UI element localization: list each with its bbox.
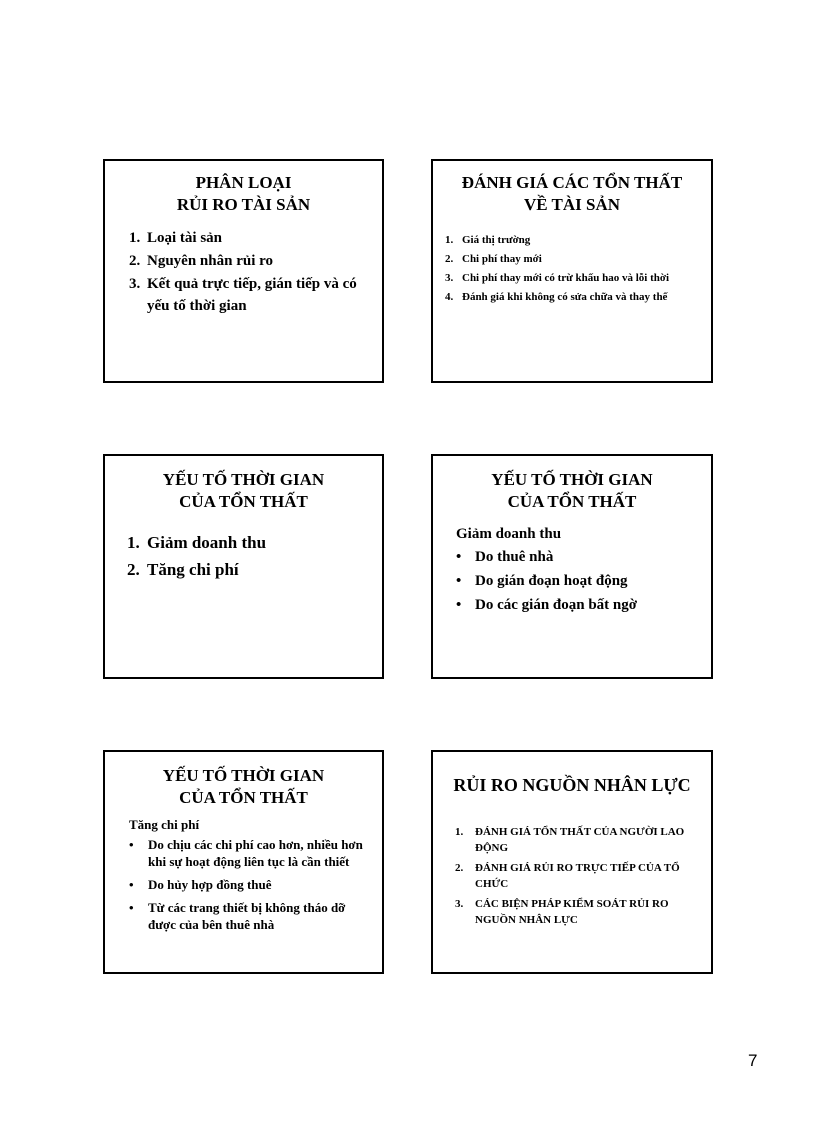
slide-title: [433, 774, 711, 796]
slide-4: [431, 454, 713, 679]
item-text: Nguyên nhân rủi ro: [147, 253, 274, 269]
bullet-icon: •: [129, 900, 134, 915]
item-number: 2.: [127, 560, 140, 579]
bullet-list: [105, 836, 382, 933]
list-item: [127, 556, 382, 583]
bullet-icon: •: [456, 573, 462, 589]
list-item: [445, 250, 711, 269]
list-item: [455, 824, 701, 856]
list-item: [129, 836, 374, 870]
numbered-list: [433, 231, 711, 307]
list-item: [445, 231, 711, 250]
title-line: YẾU TỐ THỜI GIAN: [491, 470, 653, 489]
bullet-icon: •: [456, 597, 462, 613]
item-text: Chi phí thay mới: [462, 253, 542, 265]
item-text: Tăng chi phí: [147, 560, 239, 579]
item-text: Do chịu các chi phí cao hơn, nhiều hơn khi sự hoạt động liên tục là cần thiết: [148, 837, 363, 869]
list-item: [129, 273, 382, 317]
list-item: [456, 545, 711, 569]
list-heading: Tăng chi phí: [129, 817, 200, 832]
item-text: Đánh giá khi không có sửa chữa và thay thế: [462, 291, 668, 303]
list-item: [127, 529, 382, 556]
item-text: CÁC BIỆN PHÁP KIỂM SOÁT RỦI RO NGUỒN NHÂN LỰC: [475, 898, 669, 926]
item-number: 1.: [455, 826, 464, 838]
item-text: Do gián đoạn hoạt động: [475, 573, 628, 589]
item-text: Do thuê nhà: [475, 549, 554, 565]
item-number: 4.: [445, 291, 454, 303]
title-line: CỦA TỔN THẤT: [179, 492, 308, 511]
list-item: [129, 899, 374, 933]
item-text: Kết quả trực tiếp, gián tiếp và có yếu tố thời gian: [147, 276, 357, 314]
numbered-list: [105, 227, 382, 317]
list-item: [445, 288, 711, 307]
bullet-list: [433, 545, 711, 617]
slide-5: [103, 750, 384, 974]
item-number: 3.: [455, 898, 464, 910]
list-item: [455, 860, 701, 892]
item-text: Từ các trang thiết bị không tháo dỡ được của bên thuê nhà: [148, 900, 346, 932]
slide-2: [431, 159, 713, 383]
slide-title: [433, 172, 711, 216]
item-text: Giá thị trường: [462, 234, 531, 246]
item-number: 3.: [445, 272, 454, 284]
list-item: [456, 569, 711, 593]
slide-title: [105, 765, 382, 809]
list-item: [129, 876, 374, 893]
slide-1: [103, 159, 384, 383]
item-text: Giảm doanh thu: [147, 533, 267, 552]
slide-title: [433, 469, 711, 513]
title-line: YẾU TỐ THỜI GIAN: [162, 766, 325, 785]
title-line: ĐÁNH GIÁ CÁC TỔN THẤT: [461, 173, 683, 192]
numbered-list: [105, 529, 382, 583]
title-line: VỀ TÀI SẢN: [523, 195, 621, 214]
title-line: RỦI RO NGUỒN NHÂN LỰC: [453, 775, 691, 795]
item-number: 1.: [127, 533, 140, 552]
item-text: Do hủy hợp đồng thuê: [148, 877, 272, 892]
title-line: PHÂN LOẠI: [195, 173, 292, 192]
item-text: ĐÁNH GIÁ TỔN THẤT CỦA NGƯỜI LAO ĐỘNG: [475, 826, 685, 854]
item-text: Chi phí thay mới có trừ khấu hao và lỗi thời: [462, 272, 670, 284]
item-number: 2.: [445, 253, 454, 265]
slide-title: [105, 469, 382, 513]
list-item: [455, 896, 701, 928]
bullet-icon: •: [129, 877, 134, 892]
item-number: 3.: [129, 276, 141, 292]
slide-title: [105, 172, 382, 216]
numbered-list: [433, 824, 711, 928]
list-heading: Giảm doanh thu: [456, 526, 562, 542]
item-number: 1.: [129, 230, 141, 246]
slide-3: [103, 454, 384, 679]
title-line: CỦA TỔN THẤT: [507, 492, 637, 511]
item-text: Do các gián đoạn bất ngờ: [475, 597, 638, 613]
list-item: [129, 227, 382, 249]
item-number: 2.: [129, 253, 141, 269]
list-item: [456, 593, 711, 617]
title-line: RỦI RO TÀI SẢN: [176, 195, 311, 214]
list-item: [129, 250, 382, 272]
list-item: [445, 269, 711, 288]
item-number: 2.: [455, 862, 464, 874]
slide-6: [431, 750, 713, 974]
item-text: ĐÁNH GIÁ RỦI RO TRỰC TIẾP CỦA TỔ CHỨC: [475, 862, 680, 890]
item-number: 1.: [445, 234, 454, 246]
title-line: YẾU TỐ THỜI GIAN: [162, 470, 325, 489]
bullet-icon: •: [129, 837, 134, 852]
title-line: CỦA TỔN THẤT: [179, 788, 308, 807]
page-number: 7: [748, 1051, 758, 1070]
item-text: Loại tài sản: [147, 230, 223, 246]
bullet-icon: •: [456, 549, 462, 565]
